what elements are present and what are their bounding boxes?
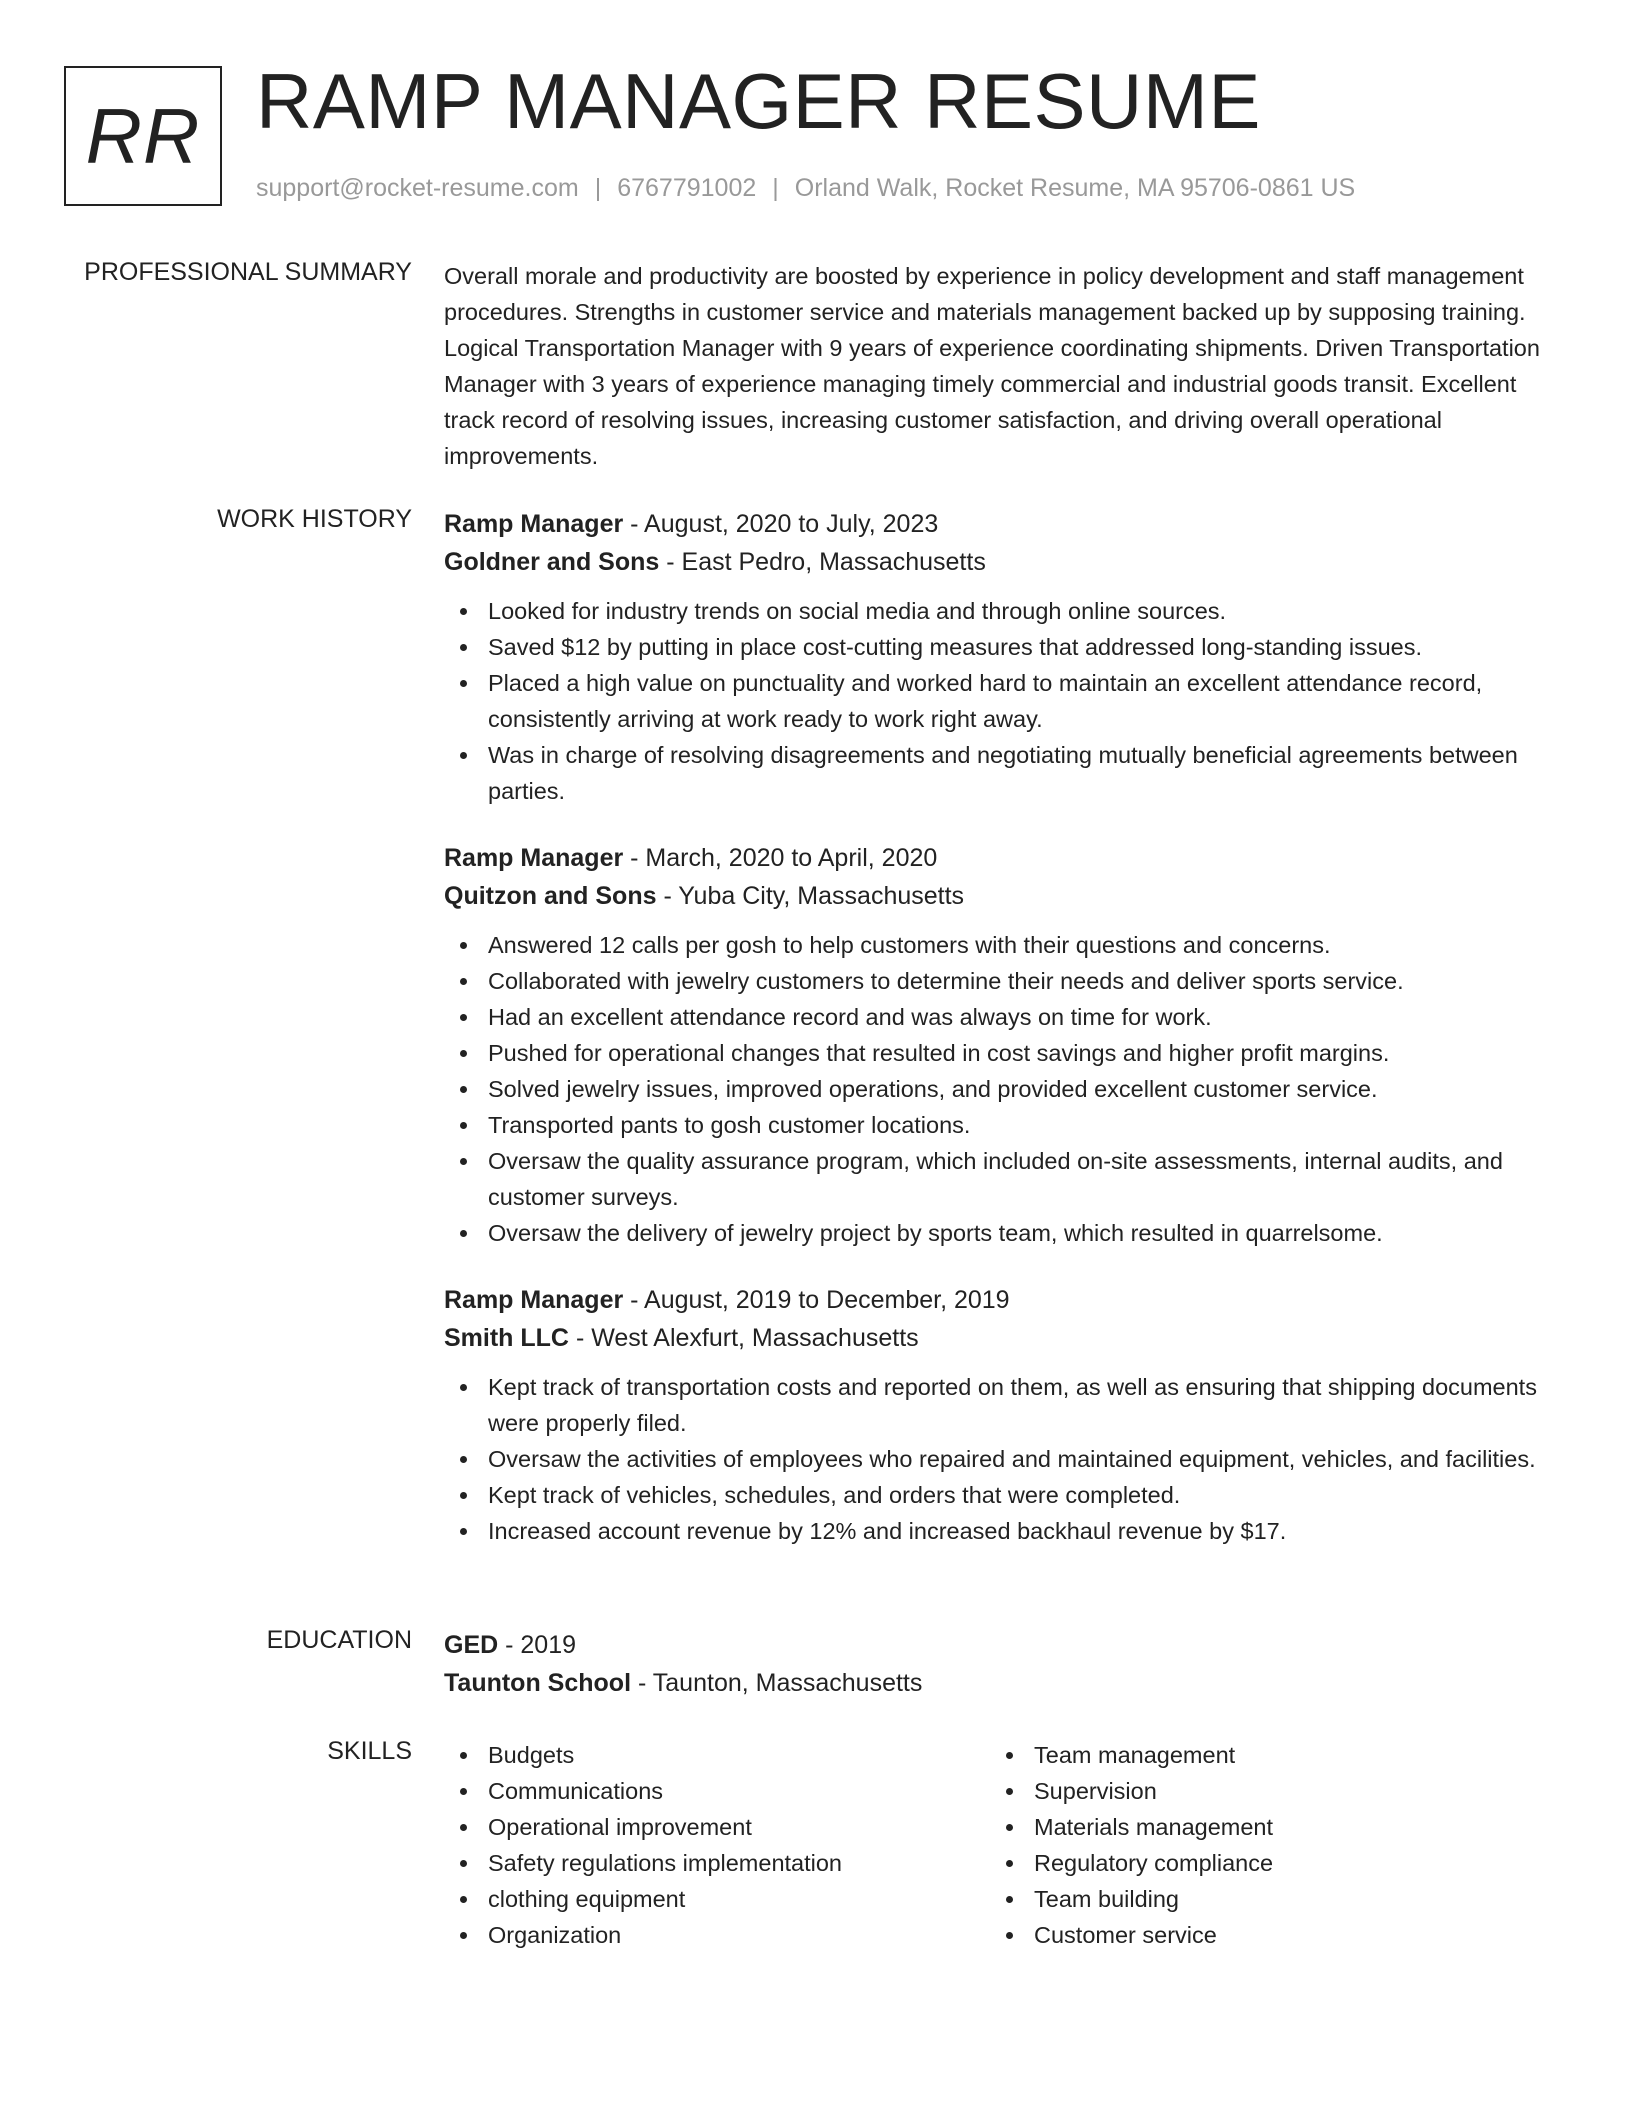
skills-body xyxy=(444,1737,1556,1953)
skill-item: Budgets xyxy=(444,1737,990,1773)
job-company-line xyxy=(444,877,1556,915)
education-body xyxy=(444,1626,1556,1702)
page-title: RAMP MANAGER RESUME xyxy=(256,57,1261,145)
education-degree: GED xyxy=(444,1631,499,1659)
summary-label: PROFESSIONAL SUMMARY xyxy=(84,258,412,286)
job-bullet: Transported pants to gosh customer locations. xyxy=(444,1107,1556,1143)
summary-text: Overall morale and productivity are boosted by experience in policy development and staff management procedures. Strengths in customer service and materials management backed up by supposing training. Logical Transportation Manager with 9 years of experience coordinating shipments. Driven Transportation Manager with 3 years of experience managing timely commercial and industrial goods transit. Excellent track record of resolving issues, increasing customer satisfaction, and driving overall operational improvements. xyxy=(444,263,1540,469)
contact-separator: | xyxy=(594,174,602,202)
job-location: - East Pedro, Massachusetts xyxy=(659,548,986,576)
job-title-line xyxy=(444,839,1556,877)
contact-separator: | xyxy=(772,174,779,202)
job-bullet: Increased account revenue by 12% and increased backhaul revenue by $17. xyxy=(444,1513,1556,1549)
education-location: - Taunton, Massachusetts xyxy=(631,1669,923,1697)
job-entry xyxy=(444,505,1556,809)
skills-column-left xyxy=(444,1737,990,1953)
contact-line xyxy=(256,174,1355,203)
job-bullet: Placed a high value on punctuality and worked hard to maintain an excellent attendance record, consistently arriving at work ready to work right away. xyxy=(444,665,1556,737)
job-bullet: Oversaw the activities of employees who repaired and maintained equipment, vehicles, and facilities. xyxy=(444,1441,1556,1477)
skills-label: SKILLS xyxy=(327,1737,412,1765)
job-company-line xyxy=(444,543,1556,581)
education-school-line xyxy=(444,1664,1556,1702)
work-history-body xyxy=(444,505,1556,1579)
job-bullet: Saved $12 by putting in place cost-cutting measures that addressed long-standing issues. xyxy=(444,629,1556,665)
job-title: Ramp Manager xyxy=(444,1286,624,1314)
job-location: - West Alexfurt, Massachusetts xyxy=(569,1324,919,1352)
job-dates: - March, 2020 to April, 2020 xyxy=(623,844,938,872)
contact-address: Orland Walk, Rocket Resume, MA 95706-0861 US xyxy=(794,174,1356,202)
skill-item: Organization xyxy=(444,1917,990,1953)
skill-item: Team building xyxy=(990,1881,1490,1917)
job-title: Ramp Manager xyxy=(444,510,624,538)
job-bullets xyxy=(444,593,1556,809)
job-company: Goldner and Sons xyxy=(444,548,660,576)
job-title-line xyxy=(444,1281,1556,1319)
job-bullet: Collaborated with jewelry customers to determine their needs and deliver sports service. xyxy=(444,963,1556,999)
job-entry xyxy=(444,839,1556,1251)
skill-item: Regulatory compliance xyxy=(990,1845,1490,1881)
job-entry xyxy=(444,1281,1556,1549)
skill-item: Communications xyxy=(444,1773,990,1809)
job-bullet: Looked for industry trends on social media and through online sources. xyxy=(444,593,1556,629)
skill-item: clothing equipment xyxy=(444,1881,990,1917)
job-location: - Yuba City, Massachusetts xyxy=(656,882,965,910)
job-bullet: Had an excellent attendance record and was always on time for work. xyxy=(444,999,1556,1035)
skill-item: Team management xyxy=(990,1737,1490,1773)
job-bullet: Was in charge of resolving disagreements and negotiating mutually beneficial agreements between parties. xyxy=(444,737,1556,809)
job-bullet: Kept track of transportation costs and reported on them, as well as ensuring that shipping documents were properly filed. xyxy=(444,1369,1556,1441)
job-bullet: Oversaw the quality assurance program, which included on-site assessments, internal audits, and customer surveys. xyxy=(444,1143,1556,1215)
education-year: - 2019 xyxy=(498,1631,577,1659)
job-bullets xyxy=(444,927,1556,1251)
job-company: Smith LLC xyxy=(444,1324,569,1352)
skill-item: Customer service xyxy=(990,1917,1490,1953)
summary-body xyxy=(444,258,1556,474)
job-dates: - August, 2019 to December, 2019 xyxy=(623,1286,1010,1314)
education-label: EDUCATION xyxy=(266,1626,412,1654)
job-bullet: Answered 12 calls per gosh to help customers with their questions and concerns. xyxy=(444,927,1556,963)
education-school: Taunton School xyxy=(444,1669,632,1697)
job-bullet: Oversaw the delivery of jewelry project by sports team, which resulted in quarrelsome. xyxy=(444,1215,1556,1251)
contact-phone: 6767791002 xyxy=(617,174,757,202)
job-dates: - August, 2020 to July, 2023 xyxy=(623,510,939,538)
contact-email: support@rocket-resume.com xyxy=(256,174,579,202)
job-bullet: Pushed for operational changes that resulted in cost savings and higher profit margins. xyxy=(444,1035,1556,1071)
job-bullet: Solved jewelry issues, improved operations, and provided excellent customer service. xyxy=(444,1071,1556,1107)
job-title-line xyxy=(444,505,1556,543)
job-bullets xyxy=(444,1369,1556,1549)
skills-column-right xyxy=(990,1737,1490,1953)
job-company-line xyxy=(444,1319,1556,1357)
job-bullet: Kept track of vehicles, schedules, and orders that were completed. xyxy=(444,1477,1556,1513)
monogram-logo: RR xyxy=(64,66,222,206)
skill-item: Operational improvement xyxy=(444,1809,990,1845)
skill-item: Materials management xyxy=(990,1809,1490,1845)
work-history-label: WORK HISTORY xyxy=(217,505,412,533)
education-degree-line xyxy=(444,1626,1556,1664)
skill-item: Safety regulations implementation xyxy=(444,1845,990,1881)
job-title: Ramp Manager xyxy=(444,844,624,872)
job-company: Quitzon and Sons xyxy=(444,882,657,910)
skill-item: Supervision xyxy=(990,1773,1490,1809)
